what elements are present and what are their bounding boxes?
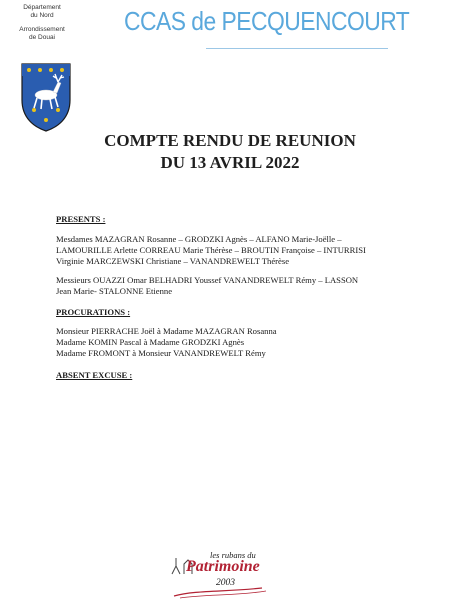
- department-line: Département: [23, 4, 61, 11]
- department-line: du Nord: [30, 11, 54, 19]
- department-block: [14, 4, 70, 41]
- procurations-list: [56, 326, 277, 359]
- logo-year: 2003: [216, 578, 235, 588]
- report-title-line: COMPTE RENDU DE REUNION: [104, 131, 356, 150]
- procurations-section: [56, 307, 130, 318]
- arrondissement-line: Arrondissement: [19, 26, 65, 33]
- attendee-line: Mesdames MAZAGRAN Rosanne – GRODZKI Agnès – ALFANO Marie-Joëlle –: [56, 234, 342, 244]
- logo-tagline: les rubans du: [210, 550, 256, 560]
- logo-wordmark: Patrimoine: [186, 558, 260, 575]
- presents-messieurs: [56, 275, 358, 297]
- procuration-line: Monsieur PIERRACHE Joël à Madame MAZAGRAN Rosanna: [56, 326, 277, 336]
- attendee-line: Messieurs OUAZZI Omar BELHADRI Youssef VANANDREWELT Rémy – LASSON: [56, 275, 359, 285]
- coat-of-arms-logo: [20, 62, 72, 132]
- presents-section: [56, 214, 105, 225]
- procuration-line: Madame FROMONT à Monsieur VANANDREWELT Rémy: [56, 348, 266, 358]
- patrimoine-logo: [166, 544, 286, 600]
- organization-title: CCAS de PECQUENCOURT: [124, 6, 410, 36]
- report-title: [60, 130, 400, 174]
- title-underline: [206, 48, 388, 49]
- attendee-line: Jean Marie- STALONNE Etienne: [56, 286, 173, 296]
- procuration-line: Madame KOMIN Pascal à Madame GRODZKI Agnès: [56, 337, 245, 347]
- report-title-date: DU 13 AVRIL 2022: [160, 153, 300, 172]
- absent-heading: ABSENT EXCUSE :: [56, 370, 133, 380]
- arrondissement-line: de Douai: [28, 33, 56, 41]
- presents-mesdames: [56, 234, 366, 267]
- attendee-line: LAMOURILLE Arlette CORREAU Marie Thérèse – BROUTIN Françoise – INTURRISI: [56, 245, 366, 255]
- procurations-heading: PROCURATIONS :: [56, 307, 131, 317]
- presents-heading: PRESENTS :: [56, 214, 106, 224]
- attendee-line: Virginie MARCZEWSKI Christiane – VANANDREWELT Thérèse: [56, 256, 290, 266]
- absent-section: [56, 370, 132, 381]
